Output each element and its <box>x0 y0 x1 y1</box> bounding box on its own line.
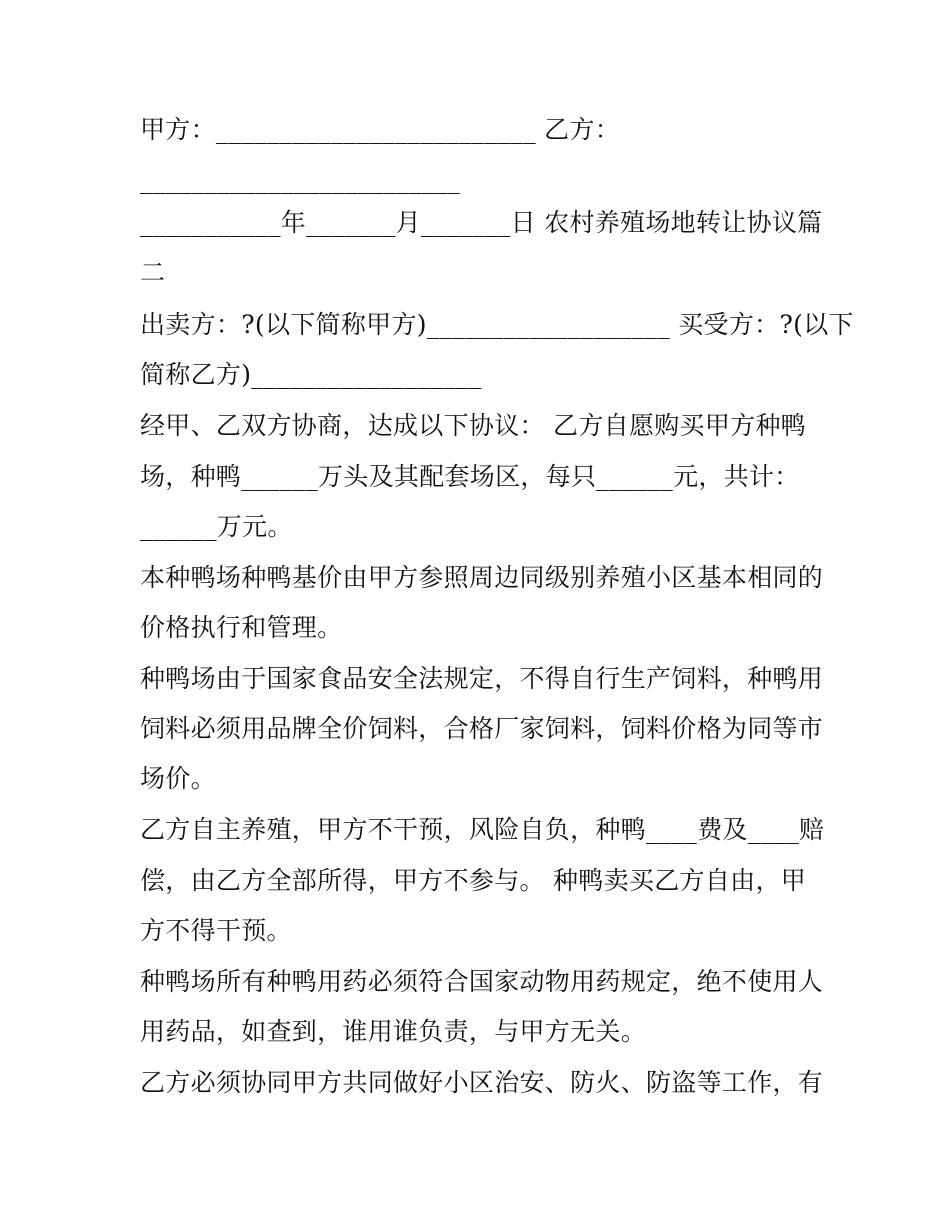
title-continuation-line: 二 <box>140 258 166 287</box>
agreement-paragraph-line-3: ______万元。 <box>140 512 293 541</box>
medicine-paragraph-line-2: 用药品，如查到，谁用谁负责，与甲方无关。 <box>140 1017 647 1046</box>
agreement-paragraph-line-1: 经甲、乙双方协商，达成以下协议： 乙方自愿购买甲方种鸭 <box>140 411 807 440</box>
base-price-paragraph-line-1: 本种鸭场种鸭基价由甲方参照周边同级别养殖小区基本相同的 <box>140 563 824 592</box>
party-a-party-b-line: 甲方：_________________________ 乙方： <box>140 115 621 144</box>
agreement-paragraph-line-2: 场，种鸭______万头及其配套场区，每只______元，共计： <box>140 462 800 491</box>
buyer-name-line: 简称乙方)__________________ <box>140 360 482 389</box>
autonomy-paragraph-line-2: 偿，由乙方全部所得，甲方不参与。 种鸭卖买乙方自由，甲 <box>140 866 807 895</box>
medicine-paragraph-line-1: 种鸭场所有种鸭用药必须符合国家动物用药规定，绝不使用人 <box>140 967 824 996</box>
security-paragraph-line-1: 乙方必须协同甲方共同做好小区治安、防火、防盗等工作，有 <box>140 1068 824 1097</box>
feed-paragraph-line-1: 种鸭场由于国家食品安全法规定，不得自行生产饲料，种鸭用 <box>140 664 824 693</box>
party-b-blank-line: _________________________ <box>140 165 460 194</box>
feed-paragraph-line-3: 场价。 <box>140 764 216 793</box>
autonomy-paragraph-line-1: 乙方自主养殖，甲方不干预，风险自负，种鸭____费及____赔 <box>140 815 825 844</box>
feed-paragraph-line-2: 饲料必须用品牌全价饲料，合格厂家饲料，饲料价格为同等市 <box>140 714 824 743</box>
autonomy-paragraph-line-3: 方不得干预。 <box>140 916 292 945</box>
base-price-paragraph-line-2: 价格执行和管理。 <box>140 613 343 642</box>
seller-buyer-line: 出卖方：?(以下简称甲方)___________________ 买受方：?(以下 <box>140 310 854 339</box>
date-and-title-line: ___________年_______月_______日 农村养殖场地转让协议篇 <box>140 208 823 237</box>
